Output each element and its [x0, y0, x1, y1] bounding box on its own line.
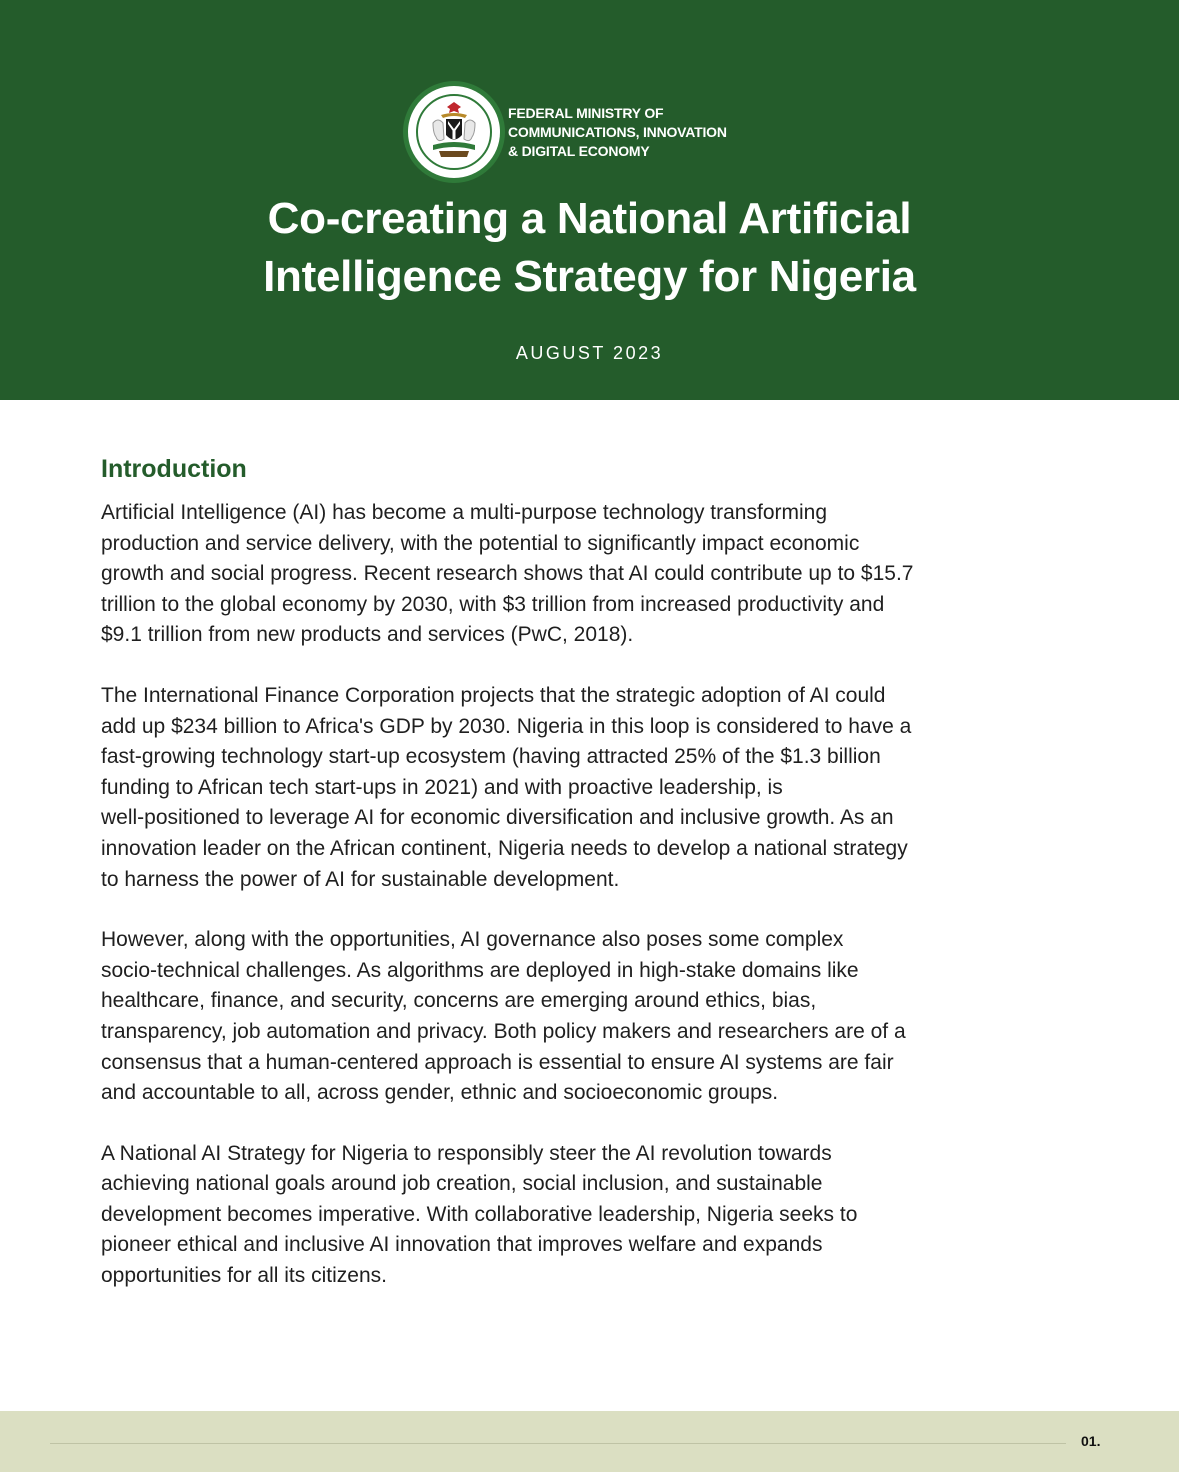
ministry-logo: [408, 86, 727, 178]
coat-of-arms-icon: [408, 86, 500, 178]
text-line: achieving national goals around job creation, social inclusion, and sustainable: [101, 1172, 823, 1196]
text-line: trillion to the global economy by 2030, with $3 trillion from increased productivity and: [101, 592, 885, 616]
document-title: [0, 190, 1179, 306]
text-line: socio-technical challenges. As algorithms are deployed in high-stake domains like: [101, 958, 859, 982]
text-line: However, along with the opportunities, AI governance also poses some complex: [101, 928, 844, 952]
header-banner: [0, 0, 1179, 400]
publication-date: AUGUST 2023: [515, 343, 664, 363]
text-line: Artificial Intelligence (AI) has become a multi-purpose technology transforming: [101, 501, 828, 524]
text-line: funding to African tech start-ups in 2021) and with proactive leadership, is: [101, 775, 783, 799]
text-line: growth and social progress. Recent research shows that AI could contribute up to $15.7: [101, 562, 914, 586]
page-number: 01.: [1081, 1433, 1101, 1449]
text-line: pioneer ethical and inclusive AI innovation that improves welfare and expands: [101, 1233, 823, 1257]
paragraph-4: [101, 1139, 1101, 1292]
ministry-name: [508, 104, 727, 161]
ministry-line: & DIGITAL ECONOMY: [508, 142, 650, 159]
intro-section: [101, 452, 1101, 1322]
paragraph-1: [101, 498, 1101, 651]
text-line: add up $234 billion to Africa's GDP by 2030. Nigeria in this loop is considered to have a: [101, 714, 912, 738]
text-line: opportunities for all its citizens.: [101, 1264, 387, 1288]
text-line: The International Finance Corporation projects that the strategic adoption of AI could: [101, 683, 886, 707]
ministry-line: FEDERAL MINISTRY OF: [508, 104, 664, 121]
footer-divider: [50, 1443, 1066, 1444]
text-line: well-positioned to leverage AI for economic diversification and inclusive growth. As an: [101, 806, 894, 830]
text-line: and accountable to all, across gender, ethnic and socioeconomic groups.: [101, 1081, 779, 1105]
paragraph-3: [101, 925, 1101, 1109]
title-line: Co-creating a National Artificial: [267, 194, 912, 243]
page-footer: [0, 1411, 1179, 1472]
text-line: consensus that a human-centered approach is essential to ensure AI systems are fair: [101, 1050, 894, 1074]
text-line: transparency, job automation and privacy. Both policy makers and researchers are of a: [101, 1019, 906, 1043]
section-heading: Introduction: [101, 455, 247, 483]
paragraph-2: [101, 681, 1101, 895]
ministry-line: COMMUNICATIONS, INNOVATION: [508, 123, 727, 140]
text-line: fast-growing technology start-up ecosystem (having attracted 25% of the $1.3 billion: [101, 745, 881, 769]
text-line: production and service delivery, with the potential to significantly impact economic: [101, 531, 860, 555]
text-line: A National AI Strategy for Nigeria to responsibly steer the AI revolution towards: [101, 1141, 832, 1165]
text-line: $9.1 trillion from new products and services (PwC, 2018).: [101, 623, 634, 647]
text-line: to harness the power of AI for sustainable development.: [101, 867, 620, 891]
title-line: Intelligence Strategy for Nigeria: [263, 252, 916, 301]
text-line: healthcare, finance, and security, concerns are emerging around ethics, bias,: [101, 989, 817, 1013]
text-line: innovation leader on the African continent, Nigeria needs to develop a national strategy: [101, 836, 908, 860]
text-line: development becomes imperative. With collaborative leadership, Nigeria seeks to: [101, 1202, 858, 1226]
